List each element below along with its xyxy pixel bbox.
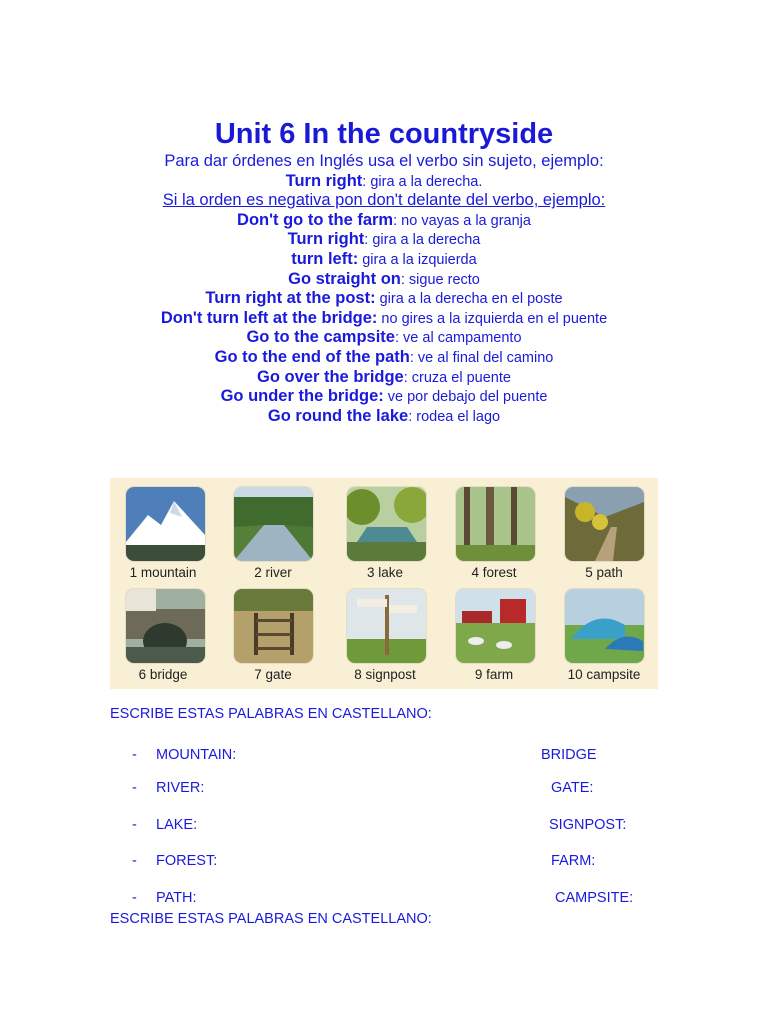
command-english: turn left: xyxy=(291,249,359,268)
grammar-section xyxy=(0,152,768,426)
word-mountain: MOUNTAIN: xyxy=(156,747,237,763)
river-picture xyxy=(234,487,313,561)
command-spanish: gira a la izquierda xyxy=(358,251,477,268)
command-spanish: : gira a la derecha xyxy=(364,232,481,249)
command-line xyxy=(0,230,768,250)
example-english: Turn right xyxy=(285,171,363,190)
command-line xyxy=(0,328,768,348)
campsite-picture xyxy=(565,589,644,663)
word-lake: LAKE: xyxy=(156,817,198,833)
intro-text: Para dar órdenes en Inglés usa el verbo sin sujeto, ejemplo: xyxy=(164,152,604,170)
command-english: Go to the end of the path xyxy=(214,347,410,366)
command-english: Don't go to the farm xyxy=(237,210,394,229)
command-spanish: : no vayas a la granja xyxy=(393,212,531,229)
list-dash: - xyxy=(132,780,137,796)
picture-caption: 6 bridge xyxy=(138,667,188,682)
word-river: RIVER: xyxy=(156,780,205,796)
list-dash: - xyxy=(132,853,137,869)
word-bridge: BRIDGE xyxy=(541,747,597,763)
command-line xyxy=(0,250,768,270)
forest-picture xyxy=(456,487,535,561)
word-path: PATH: xyxy=(156,890,197,906)
exercise-heading-repeat: ESCRIBE ESTAS PALABRAS EN CASTELLANO: xyxy=(110,911,432,927)
command-line xyxy=(0,407,768,427)
command-spanish: ve por debajo del puente xyxy=(383,389,548,406)
command-spanish: : rodea el lago xyxy=(408,408,501,425)
command-english: Turn right at the post: xyxy=(205,289,376,308)
command-english: Turn right xyxy=(287,230,365,249)
path-picture xyxy=(565,487,644,561)
command-spanish: : ve al campamento xyxy=(394,330,522,347)
command-english: Go to the campsite xyxy=(246,328,395,347)
signpost-picture xyxy=(347,589,426,663)
command-english: Go round the lake xyxy=(267,406,409,425)
picture-caption: 8 signpost xyxy=(354,667,416,682)
word-signpost: SIGNPOST: xyxy=(549,817,627,833)
picture-caption: 10 campsite xyxy=(567,667,641,682)
exercise-heading: ESCRIBE ESTAS PALABRAS EN CASTELLANO: xyxy=(110,706,432,722)
word-forest: FOREST: xyxy=(156,853,218,869)
farm-picture xyxy=(456,589,535,663)
command-spanish: : cruza el puente xyxy=(403,369,511,386)
example-line xyxy=(0,172,768,192)
picture-caption: 2 river xyxy=(254,565,292,580)
negative-note: Si la orden es negativa pon don't delante del verbo, ejemplo: xyxy=(162,191,606,210)
command-line xyxy=(0,289,768,309)
list-dash: - xyxy=(132,817,137,833)
command-line xyxy=(0,368,768,388)
picture-caption: 1 mountain xyxy=(129,565,197,580)
list-dash: - xyxy=(132,890,137,906)
word-farm: FARM: xyxy=(551,853,596,869)
command-line xyxy=(0,270,768,290)
example-spanish: : gira a la derecha. xyxy=(362,173,483,190)
command-spanish: no gires a la izquierda en el puente xyxy=(377,310,608,327)
command-line xyxy=(0,348,768,368)
command-line xyxy=(0,211,768,231)
picture-caption: 9 farm xyxy=(474,667,514,682)
word-campsite: CAMPSITE: xyxy=(555,890,634,906)
list-dash: - xyxy=(132,747,137,763)
command-line xyxy=(0,387,768,407)
command-english: Go under the bridge: xyxy=(220,387,384,406)
command-line xyxy=(0,309,768,329)
page-title: Unit 6 In the countryside xyxy=(214,118,554,150)
picture-caption: 5 path xyxy=(585,565,623,580)
command-english: Go over the bridge xyxy=(257,367,404,386)
command-english: Don't turn left at the bridge: xyxy=(160,308,378,327)
lake-picture xyxy=(347,487,426,561)
picture-caption: 4 forest xyxy=(471,565,517,580)
command-spanish: : ve al final del camino xyxy=(409,349,554,366)
word-gate: GATE: xyxy=(551,780,594,796)
command-spanish: gira a la derecha en el poste xyxy=(375,291,563,308)
vocabulary-pictures xyxy=(110,478,658,689)
picture-caption: 3 lake xyxy=(366,565,404,580)
mountain-picture xyxy=(126,487,205,561)
gate-picture xyxy=(234,589,313,663)
command-spanish: : sigue recto xyxy=(400,271,480,288)
command-english: Go straight on xyxy=(288,269,401,288)
picture-caption: 7 gate xyxy=(254,667,292,682)
bridge-picture xyxy=(126,589,205,663)
